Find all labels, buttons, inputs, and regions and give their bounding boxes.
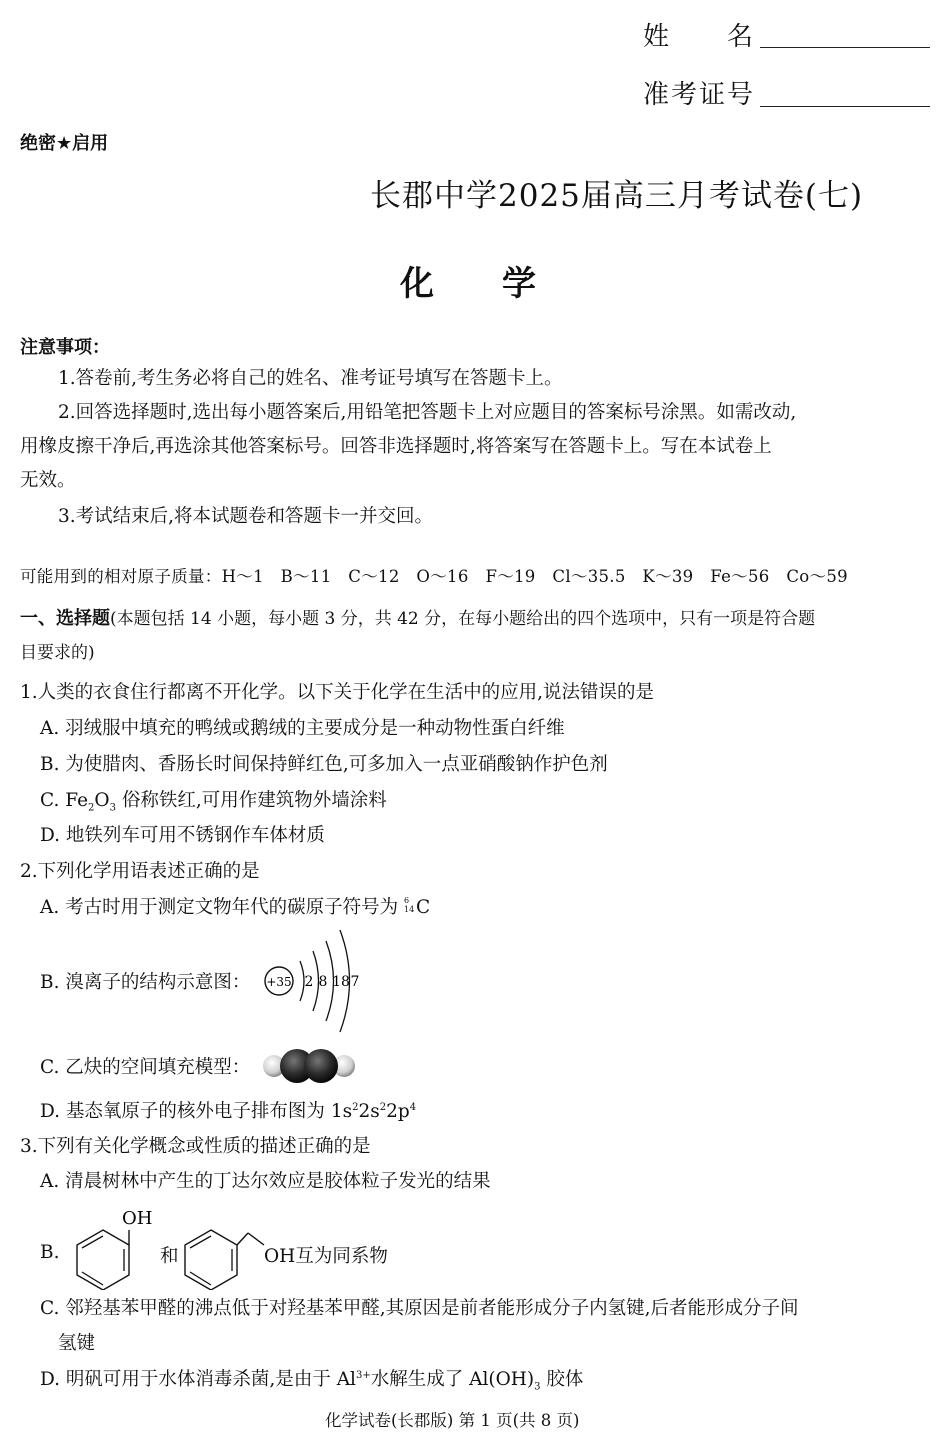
phenol-oh-label: OH	[122, 1208, 153, 1229]
q3-option-a: A. 清晨树林中产生的丁达尔效应是胶体粒子发光的结果	[40, 1171, 491, 1192]
carbon-atom-right	[304, 1049, 338, 1083]
name-label: 姓 名	[643, 22, 756, 52]
shell-2-count: 8	[318, 974, 328, 990]
q1-option-d: D. 地铁列车可用不锈钢作车体材质	[40, 825, 325, 846]
exam-id-field-line[interactable]	[760, 106, 930, 107]
shell-4-count: 7	[350, 974, 360, 990]
q2-option-d: D. 基态氧原子的核外电子排布图为 $1s^22s^22p^4$	[40, 1101, 417, 1122]
q1-option-a: A. 羽绒服中填充的鸭绒或鹅绒的主要成分是一种动物性蛋白纤维	[40, 718, 565, 739]
q3-option-b-tail: OH互为同系物	[264, 1246, 388, 1267]
confidential-label: 绝密★启用	[20, 133, 109, 154]
q2-stem: 2.下列化学用语表述正确的是	[20, 861, 260, 882]
notes-item-2-line-2: 用橡皮擦干净后,再选涂其他答案标号。回答非选择题时,将答案写在答题卡上。写在本试卷上	[20, 436, 772, 457]
q1-option-b: B. 为使腊肉、香肠长时间保持鲜红色,可多加入一点亚硝酸钠作护色剂	[40, 754, 608, 775]
q2-option-b-text: B. 溴离子的结构示意图：	[40, 972, 251, 993]
notes-heading: 注意事项：	[20, 337, 110, 358]
subject-title: 化 学	[400, 264, 536, 304]
shell-3-count: 18	[332, 974, 350, 990]
benzyl-oh-label: OH	[264, 1246, 296, 1267]
notes-item-3: 3.考试结束后,将本试题卷和答题卡一并交回。	[58, 506, 434, 527]
exam-id-label: 准考证号	[643, 80, 756, 110]
bromide-structure-diagram	[258, 925, 368, 1035]
q3-option-b-label: B.	[40, 1242, 60, 1263]
exam-title: 长郡中学2025届高三月考试卷(七)	[370, 178, 864, 214]
q3-stem: 3.下列有关化学概念或性质的描述正确的是	[20, 1136, 371, 1157]
q2-option-a: A. 考古时用于测定文物年代的碳原子符号为 6 14 C	[40, 896, 431, 918]
shell-1-arc	[300, 961, 304, 1001]
notes-item-2-line-3: 无效。	[20, 470, 76, 491]
q3-option-d: D. 明矾可用于水体消毒杀菌,是由于 $Al^{3+}$水解生成了 $Al(OH)_3$ 胶体	[40, 1369, 584, 1393]
section-1-desc-line-1: (本题包括 14 小题，每小题 3 分，共 42 分，在每小题给出的四个选项中，只有一项是符合题	[110, 609, 816, 629]
acetylene-space-filling-model	[260, 1045, 360, 1087]
name-field-line[interactable]	[760, 47, 930, 48]
q3-option-c-line-2: 氢键	[58, 1333, 96, 1354]
phenol-benzene-ring	[77, 1230, 129, 1290]
section-1-heading	[20, 603, 815, 635]
q2-option-c-text: C. 乙炔的空间填充模型：	[40, 1057, 251, 1078]
carbon-isotope-symbol: 6 14	[404, 896, 415, 914]
section-1-desc-line-2: 目要求的)	[20, 643, 95, 663]
nucleus-charge: +35	[266, 975, 292, 989]
notes-item-2-line-1: 2.回答选择题时,选出每小题答案后,用铅笔把答题卡上对应题目的答案标号涂黑。如需改动,	[58, 402, 797, 423]
q1-option-c: C. $Fe_2O_3$ 俗称铁红,可用作建筑物外墙涂料	[40, 790, 387, 814]
section-1-title: 一、选择题	[20, 608, 110, 629]
q1-stem: 1.人类的衣食住行都离不开化学。以下关于化学在生活中的应用,说法错误的是	[20, 682, 655, 703]
q3-option-b-and: 和	[160, 1246, 179, 1267]
shell-1-count: 2	[304, 974, 314, 990]
benzyl-benzene-ring	[185, 1230, 237, 1290]
notes-item-1: 1.答卷前,考生务必将自己的姓名、准考证号填写在答题卡上。	[58, 368, 563, 389]
atomic-masses: 可能用到的相对原子质量：H～1 B～11 C～12 O～16 F～19 Cl～35.5 K～39 Fe～56 Co～59	[20, 567, 848, 586]
q3-option-c-line-1: C. 邻羟基苯甲醛的沸点低于对羟基苯甲醛,其原因是前者能形成分子内氢键,后者能形成分子间	[40, 1298, 799, 1319]
page-footer: 化学试卷(长郡版) 第 1 页(共 8 页)	[325, 1411, 580, 1430]
